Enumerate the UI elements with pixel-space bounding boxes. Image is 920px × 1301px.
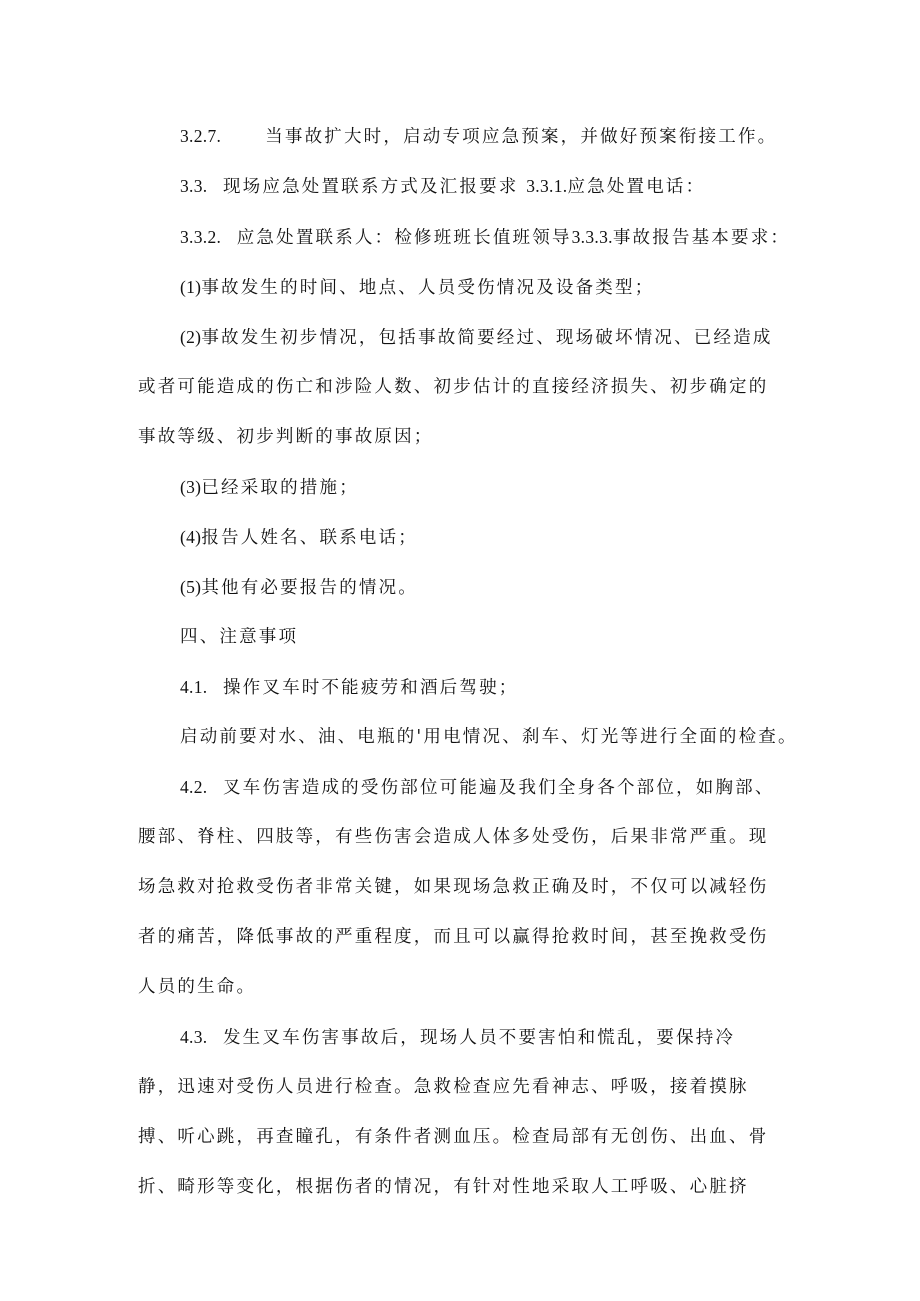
clause-number: 4.2.: [180, 777, 208, 797]
section-heading-4: 四、注意事项: [180, 627, 299, 647]
list-item-4: [180, 524, 418, 551]
list-marker: (1): [180, 277, 202, 297]
clause-text: 操作叉车时不能疲劳和酒后驾驶；: [222, 678, 519, 698]
list-item-3: [180, 474, 359, 501]
clause-text: 发生叉车伤害事故后，现场人员不要害怕和慌乱，要保持冷: [222, 1028, 736, 1048]
paragraph-4-2-continued: 者的痛苦，降低事故的严重程度，而且可以赢得抢救时间，甚至挽救受伤: [138, 927, 769, 947]
paragraph-3-2-7: [180, 123, 777, 150]
paragraph-3-3-2: [180, 224, 790, 251]
paragraph-4-2-continued: 人员的生命。: [138, 977, 257, 997]
list-text: 其他有必要报告的情况。: [201, 578, 419, 598]
paragraph-4-3-continued: 搏、听心跳，再查瞳孔，有条件者测血压。检查局部有无创伤、出血、骨: [138, 1127, 769, 1147]
list-marker: (3): [180, 477, 202, 497]
clause-text: 应急处置电话：: [567, 177, 706, 197]
list-marker: (2): [180, 327, 202, 347]
paragraph-3-3: [180, 173, 705, 200]
list-marker: (5): [180, 577, 202, 597]
clause-number: 4.1.: [180, 677, 208, 697]
paragraph-4-1-continued: 启动前要对水、油、电瓶的'用电情况、刹车、灯光等进行全面的检查。: [180, 727, 798, 747]
clause-number: 3.2.7.: [180, 126, 222, 146]
paragraph-4-2: [180, 774, 775, 801]
paragraph-4-2-continued: 腰部、脊柱、四肢等，有些伤害会造成人体多处受伤，后果非常严重。现: [138, 827, 769, 847]
list-item-5: [180, 574, 418, 601]
clause-number: 3.3.: [180, 176, 208, 196]
list-item-2: [180, 324, 773, 351]
clause-text: 当事故扩大时，启动专项应急预案，并做好预案衔接工作。: [265, 127, 778, 147]
clause-text: 事故报告基本要求：: [612, 228, 791, 248]
clause-text: 现场应急处置联系方式及汇报要求: [222, 177, 519, 197]
list-item-2-continued: 或者可能造成的伤亡和涉险人数、初步估计的直接经济损失、初步确定的: [138, 377, 769, 397]
clause-text: 叉车伤害造成的受伤部位可能遍及我们全身各个部位，如胸部、: [222, 778, 775, 798]
paragraph-4-3: [180, 1024, 735, 1051]
paragraph-4-3-continued: 折、畸形等变化，根据伤者的情况，有针对性地采取人工呼吸、心脏挤: [138, 1177, 749, 1197]
list-text: 事故发生初步情况，包括事故简要经过、现场破坏情况、已经造成: [201, 328, 773, 348]
clause-text: 应急处置联系人：检修班班长值班领导: [236, 228, 572, 248]
list-item-2-continued: 事故等级、初步判断的事故原因；: [138, 427, 434, 447]
list-text: 报告人姓名、联系电话；: [201, 528, 419, 548]
paragraph-4-3-continued: 静，迅速对受伤人员进行检查。急救检查应先看神志、呼吸，接着摸脉: [138, 1077, 749, 1097]
clause-number: 3.3.2.: [180, 227, 222, 247]
clause-number: 4.3.: [180, 1027, 208, 1047]
list-text: 已经采取的措施；: [201, 478, 359, 498]
clause-number: 3.3.1.: [526, 176, 568, 196]
list-text: 事故发生的时间、地点、人员受伤情况及设备类型；: [201, 278, 655, 298]
list-item-1: [180, 274, 654, 301]
list-marker: (4): [180, 527, 202, 547]
paragraph-4-2-continued: 场急救对抢救受伤者非常关键，如果现场急救正确及时，不仅可以减轻伤: [138, 877, 769, 897]
paragraph-4-1: [180, 674, 518, 701]
clause-number: 3.3.3.: [571, 227, 613, 247]
